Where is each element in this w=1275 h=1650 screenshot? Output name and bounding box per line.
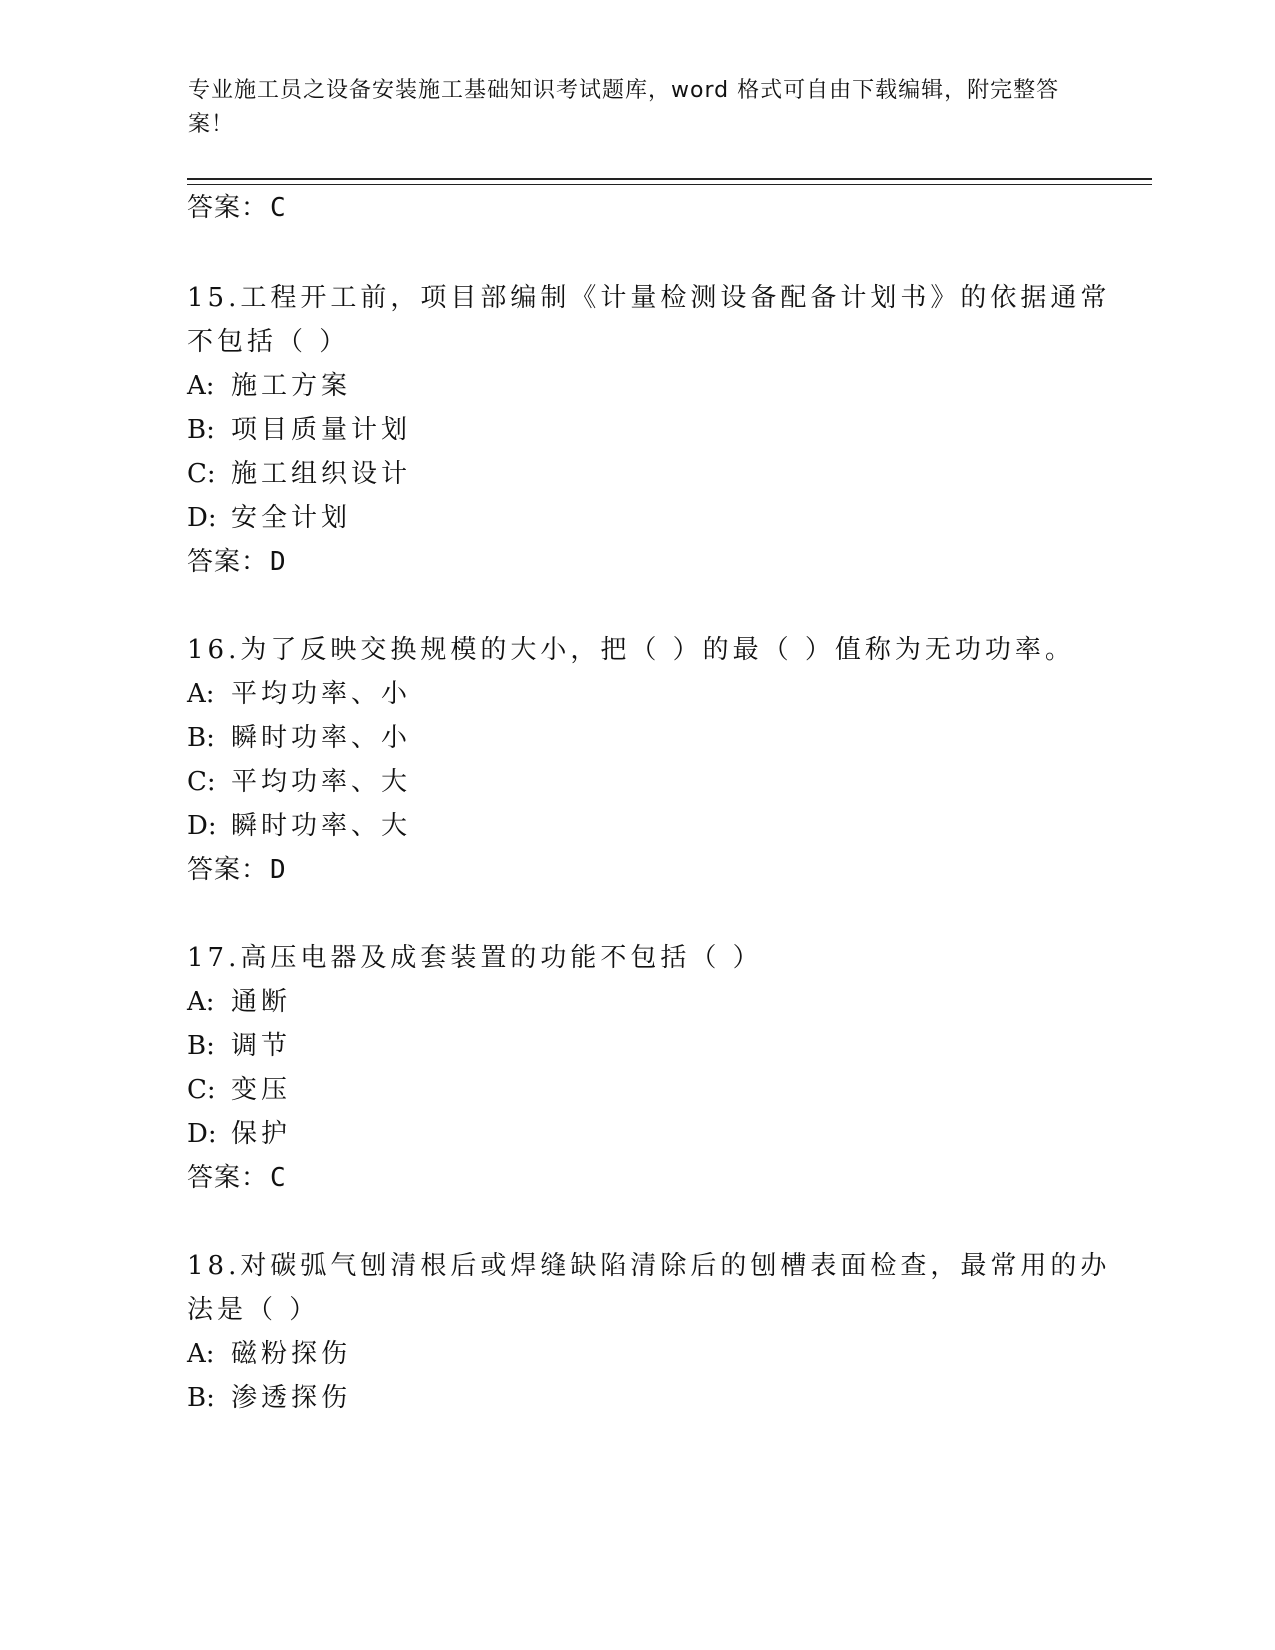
option-text: 通断 [231, 987, 292, 1017]
option-letter: D: [187, 811, 217, 841]
option-text: 瞬时功率、小 [231, 723, 412, 753]
answer-label: 答案： [187, 193, 269, 223]
option-letter: D: [187, 1119, 217, 1149]
q15-option-d [187, 498, 351, 538]
answer-label: 答案： [187, 1163, 269, 1193]
header-divider-thin [187, 184, 1152, 185]
option-text: 施工方案 [231, 371, 352, 401]
answer-label: 答案： [187, 855, 269, 885]
option-letter: C: [187, 1075, 216, 1105]
option-text: 调节 [231, 1031, 292, 1061]
answer-value: D [270, 855, 287, 885]
answer-value: C [270, 193, 287, 223]
question-18-text-cont: 法是（ ） [187, 1295, 320, 1325]
question-15-text: 15.工程开工前，项目部编制《计量检测设备配备计划书》的依据通常 [187, 283, 1111, 313]
option-text: 平均功率、大 [231, 767, 412, 797]
q16-option-d [187, 806, 411, 846]
option-letter: A: [187, 679, 215, 709]
q16-option-a [187, 674, 411, 714]
option-text: 平均功率、小 [231, 679, 412, 709]
q15-answer [187, 542, 287, 582]
answer-label: 答案： [187, 547, 269, 577]
q17-answer [187, 1158, 287, 1198]
q18-option-a [187, 1334, 351, 1374]
option-letter: A: [187, 371, 215, 401]
q17-option-a [187, 982, 291, 1022]
answer-value: C [270, 1163, 287, 1193]
q17-option-c [187, 1070, 291, 1110]
option-text: 安全计划 [231, 503, 352, 533]
option-text: 渗透探伤 [231, 1383, 352, 1413]
q16-option-c [187, 762, 411, 802]
option-letter: B: [187, 723, 215, 753]
question-18-text: 18.对碳弧气刨清根后或焊缝缺陷清除后的刨槽表面检查，最常用的办 [187, 1251, 1111, 1281]
option-letter: A: [187, 987, 215, 1017]
option-letter: B: [187, 1383, 215, 1413]
option-text: 磁粉探伤 [231, 1339, 352, 1369]
header-divider-thick [187, 178, 1152, 180]
option-text: 保护 [231, 1119, 292, 1149]
answer-prev [187, 188, 287, 228]
option-letter: D: [187, 503, 217, 533]
q16-option-b [187, 718, 411, 758]
option-letter: B: [187, 1031, 215, 1061]
option-text: 变压 [231, 1075, 292, 1105]
q17-option-d [187, 1114, 291, 1154]
option-letter: C: [187, 767, 216, 797]
option-text: 施工组织设计 [231, 459, 412, 489]
document-header-title: 专业施工员之设备安装施工基础知识考试题库，word 格式可自由下载编辑，附完整答案！ [188, 78, 1060, 137]
q16-answer [187, 850, 287, 890]
q15-option-c [187, 454, 411, 494]
question-16-text: 16.为了反映交换规模的大小，把（ ）的最（ ）值称为无功功率。 [187, 635, 1075, 665]
q15-option-b [187, 410, 411, 450]
question-15-text-cont: 不包括（ ） [187, 327, 350, 357]
option-letter: C: [187, 459, 216, 489]
q17-option-b [187, 1026, 291, 1066]
option-letter: A: [187, 1339, 215, 1369]
q15-option-a [187, 366, 351, 406]
q18-option-b [187, 1378, 351, 1418]
answer-value: D [270, 547, 287, 577]
option-letter: B: [187, 415, 215, 445]
option-text: 项目质量计划 [231, 415, 412, 445]
option-text: 瞬时功率、大 [231, 811, 412, 841]
question-17-text: 17.高压电器及成套装置的功能不包括（ ） [187, 943, 763, 973]
